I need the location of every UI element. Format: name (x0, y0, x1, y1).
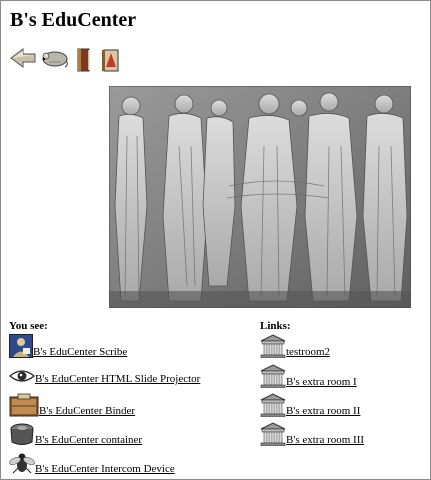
temple-icon (260, 422, 286, 446)
links-heading: Links: (260, 320, 291, 332)
eye-projector-icon (9, 367, 35, 385)
you-see-item-binder[interactable] (9, 393, 135, 417)
intercom-fly-icon (9, 451, 35, 475)
roman-relief-image (109, 86, 411, 308)
link-label: B's extra room I (286, 376, 357, 388)
link-extra-room-1[interactable] (260, 364, 357, 388)
you-see-heading: You see: (9, 320, 48, 332)
link-extra-room-2[interactable] (260, 393, 360, 417)
you-see-item-label: B's EduCenter Intercom Device (35, 463, 175, 475)
book-icon[interactable] (75, 47, 93, 73)
temple-icon (260, 334, 286, 358)
you-see-item-slide-projector[interactable] (9, 367, 200, 385)
you-see-item-label: B's EduCenter HTML Slide Projector (35, 373, 201, 385)
you-see-item-intercom[interactable] (9, 451, 175, 475)
link-label: B's extra room III (286, 434, 365, 446)
back-arrow-icon[interactable] (9, 47, 37, 69)
scribe-portrait-icon (9, 334, 33, 358)
you-see-item-label: B's EduCenter container (35, 434, 143, 446)
notebook-icon[interactable] (101, 47, 123, 73)
container-icon (9, 422, 35, 446)
binder-icon (9, 393, 39, 417)
you-see-item-label: B's EduCenter Binder (39, 405, 136, 417)
mouse-icon[interactable] (39, 47, 69, 69)
link-label: B's extra room II (286, 405, 361, 417)
temple-icon (260, 364, 286, 388)
page-title: B's EduCenter (10, 9, 137, 31)
you-see-item-container[interactable] (9, 422, 142, 446)
link-testroom2[interactable] (260, 334, 330, 358)
temple-icon (260, 393, 286, 417)
link-label: testroom2 (286, 346, 330, 358)
you-see-item-label: B's EduCenter Scribe (33, 346, 128, 358)
link-extra-room-3[interactable] (260, 422, 364, 446)
you-see-item-scribe[interactable] (9, 334, 127, 358)
